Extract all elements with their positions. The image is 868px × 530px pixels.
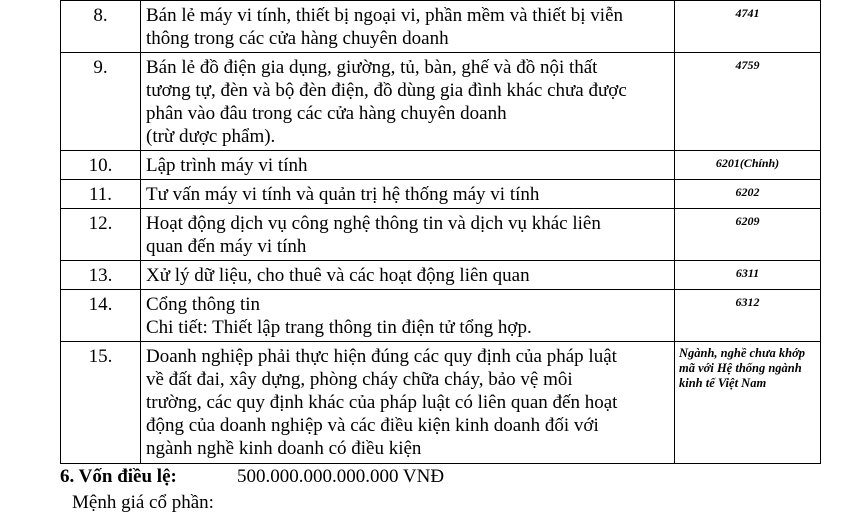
code-line: Ngành, nghề chưa khớp [679, 346, 806, 360]
business-description [141, 180, 675, 209]
industry-code [675, 261, 821, 290]
code-line: 4741 [735, 6, 760, 20]
row-number: 12. [61, 209, 141, 261]
table-row [61, 180, 821, 209]
industry-code [675, 1, 821, 53]
description-line: Bán lẻ máy vi tính, thiết bị ngoại vi, phần mềm và thiết bị viễn [146, 5, 624, 26]
description-line: Bán lẻ đồ điện gia dụng, giường, tủ, bàn, ghế và đồ nội thất [146, 57, 598, 78]
business-description [141, 342, 675, 464]
description-line: quan đến máy vi tính [146, 236, 307, 257]
code-line: 6312 [735, 295, 760, 309]
row-number: 11. [61, 180, 141, 209]
par-value-label: Mệnh giá cổ phần: [72, 492, 214, 513]
industry-code [675, 151, 821, 180]
table-row [61, 209, 821, 261]
code-line: kinh tế Việt Nam [679, 376, 767, 390]
description-line: Chi tiết: Thiết lập trang thông tin điện tử tổng hợp. [146, 317, 532, 338]
description-line: Cổng thông tin [146, 294, 261, 315]
description-line: Doanh nghiệp phải thực hiện đúng các quy định của pháp luật [146, 346, 617, 367]
row-number: 8. [61, 1, 141, 53]
table-row [61, 53, 821, 151]
industry-code [675, 290, 821, 342]
row-number: 9. [61, 53, 141, 151]
description-line: động của doanh nghiệp và các điều kiện kinh doanh đối với [146, 415, 599, 436]
description-line: Lập trình máy vi tính [146, 155, 308, 176]
business-description [141, 290, 675, 342]
description-line: tương tự, đèn và bộ đèn điện, đồ dùng gia đình khác chưa được [146, 80, 627, 101]
industry-code [675, 342, 821, 464]
business-description [141, 53, 675, 151]
table-row [61, 342, 821, 464]
industry-code [675, 180, 821, 209]
description-line: trường, các quy định khác của pháp luật có liên quan đến hoạt [146, 392, 618, 413]
description-line: (trừ dược phẩm). [146, 126, 276, 147]
description-line: ngành nghề kinh doanh có điều kiện [146, 438, 422, 459]
table-row [61, 290, 821, 342]
description-line: về đất đai, xây dựng, phòng cháy chữa cháy, bảo vệ môi [146, 369, 573, 390]
description-line: phân vào đâu trong các cửa hàng chuyên doanh [146, 103, 507, 124]
code-line: 6202 [735, 185, 760, 199]
table-row [61, 151, 821, 180]
code-line: 6311 [735, 266, 760, 280]
industry-code [675, 53, 821, 151]
code-line: 6201(Chính) [715, 156, 780, 170]
table-row [61, 1, 821, 53]
code-line: 4759 [735, 58, 760, 72]
description-line: Tư vấn máy vi tính và quản trị hệ thống máy vi tính [146, 184, 540, 205]
row-number: 15. [61, 342, 141, 464]
industry-code [675, 209, 821, 261]
business-lines-table [60, 0, 821, 464]
charter-capital-value: 500.000.000.000.000 VNĐ [237, 466, 445, 487]
description-line: Hoạt động dịch vụ công nghệ thông tin và dịch vụ khác liên [146, 213, 601, 234]
code-line: 6209 [735, 214, 760, 228]
row-number: 10. [61, 151, 141, 180]
charter-capital-label: 6. Vốn điều lệ: [60, 466, 177, 487]
code-line: mã với Hệ thống ngành [679, 361, 802, 375]
description-line: thông trong các cửa hàng chuyên doanh [146, 28, 449, 49]
table-row [61, 261, 821, 290]
business-description [141, 151, 675, 180]
row-number: 13. [61, 261, 141, 290]
business-description [141, 1, 675, 53]
row-number: 14. [61, 290, 141, 342]
description-line: Xử lý dữ liệu, cho thuê và các hoạt động liên quan [146, 265, 530, 286]
business-description [141, 209, 675, 261]
business-description [141, 261, 675, 290]
